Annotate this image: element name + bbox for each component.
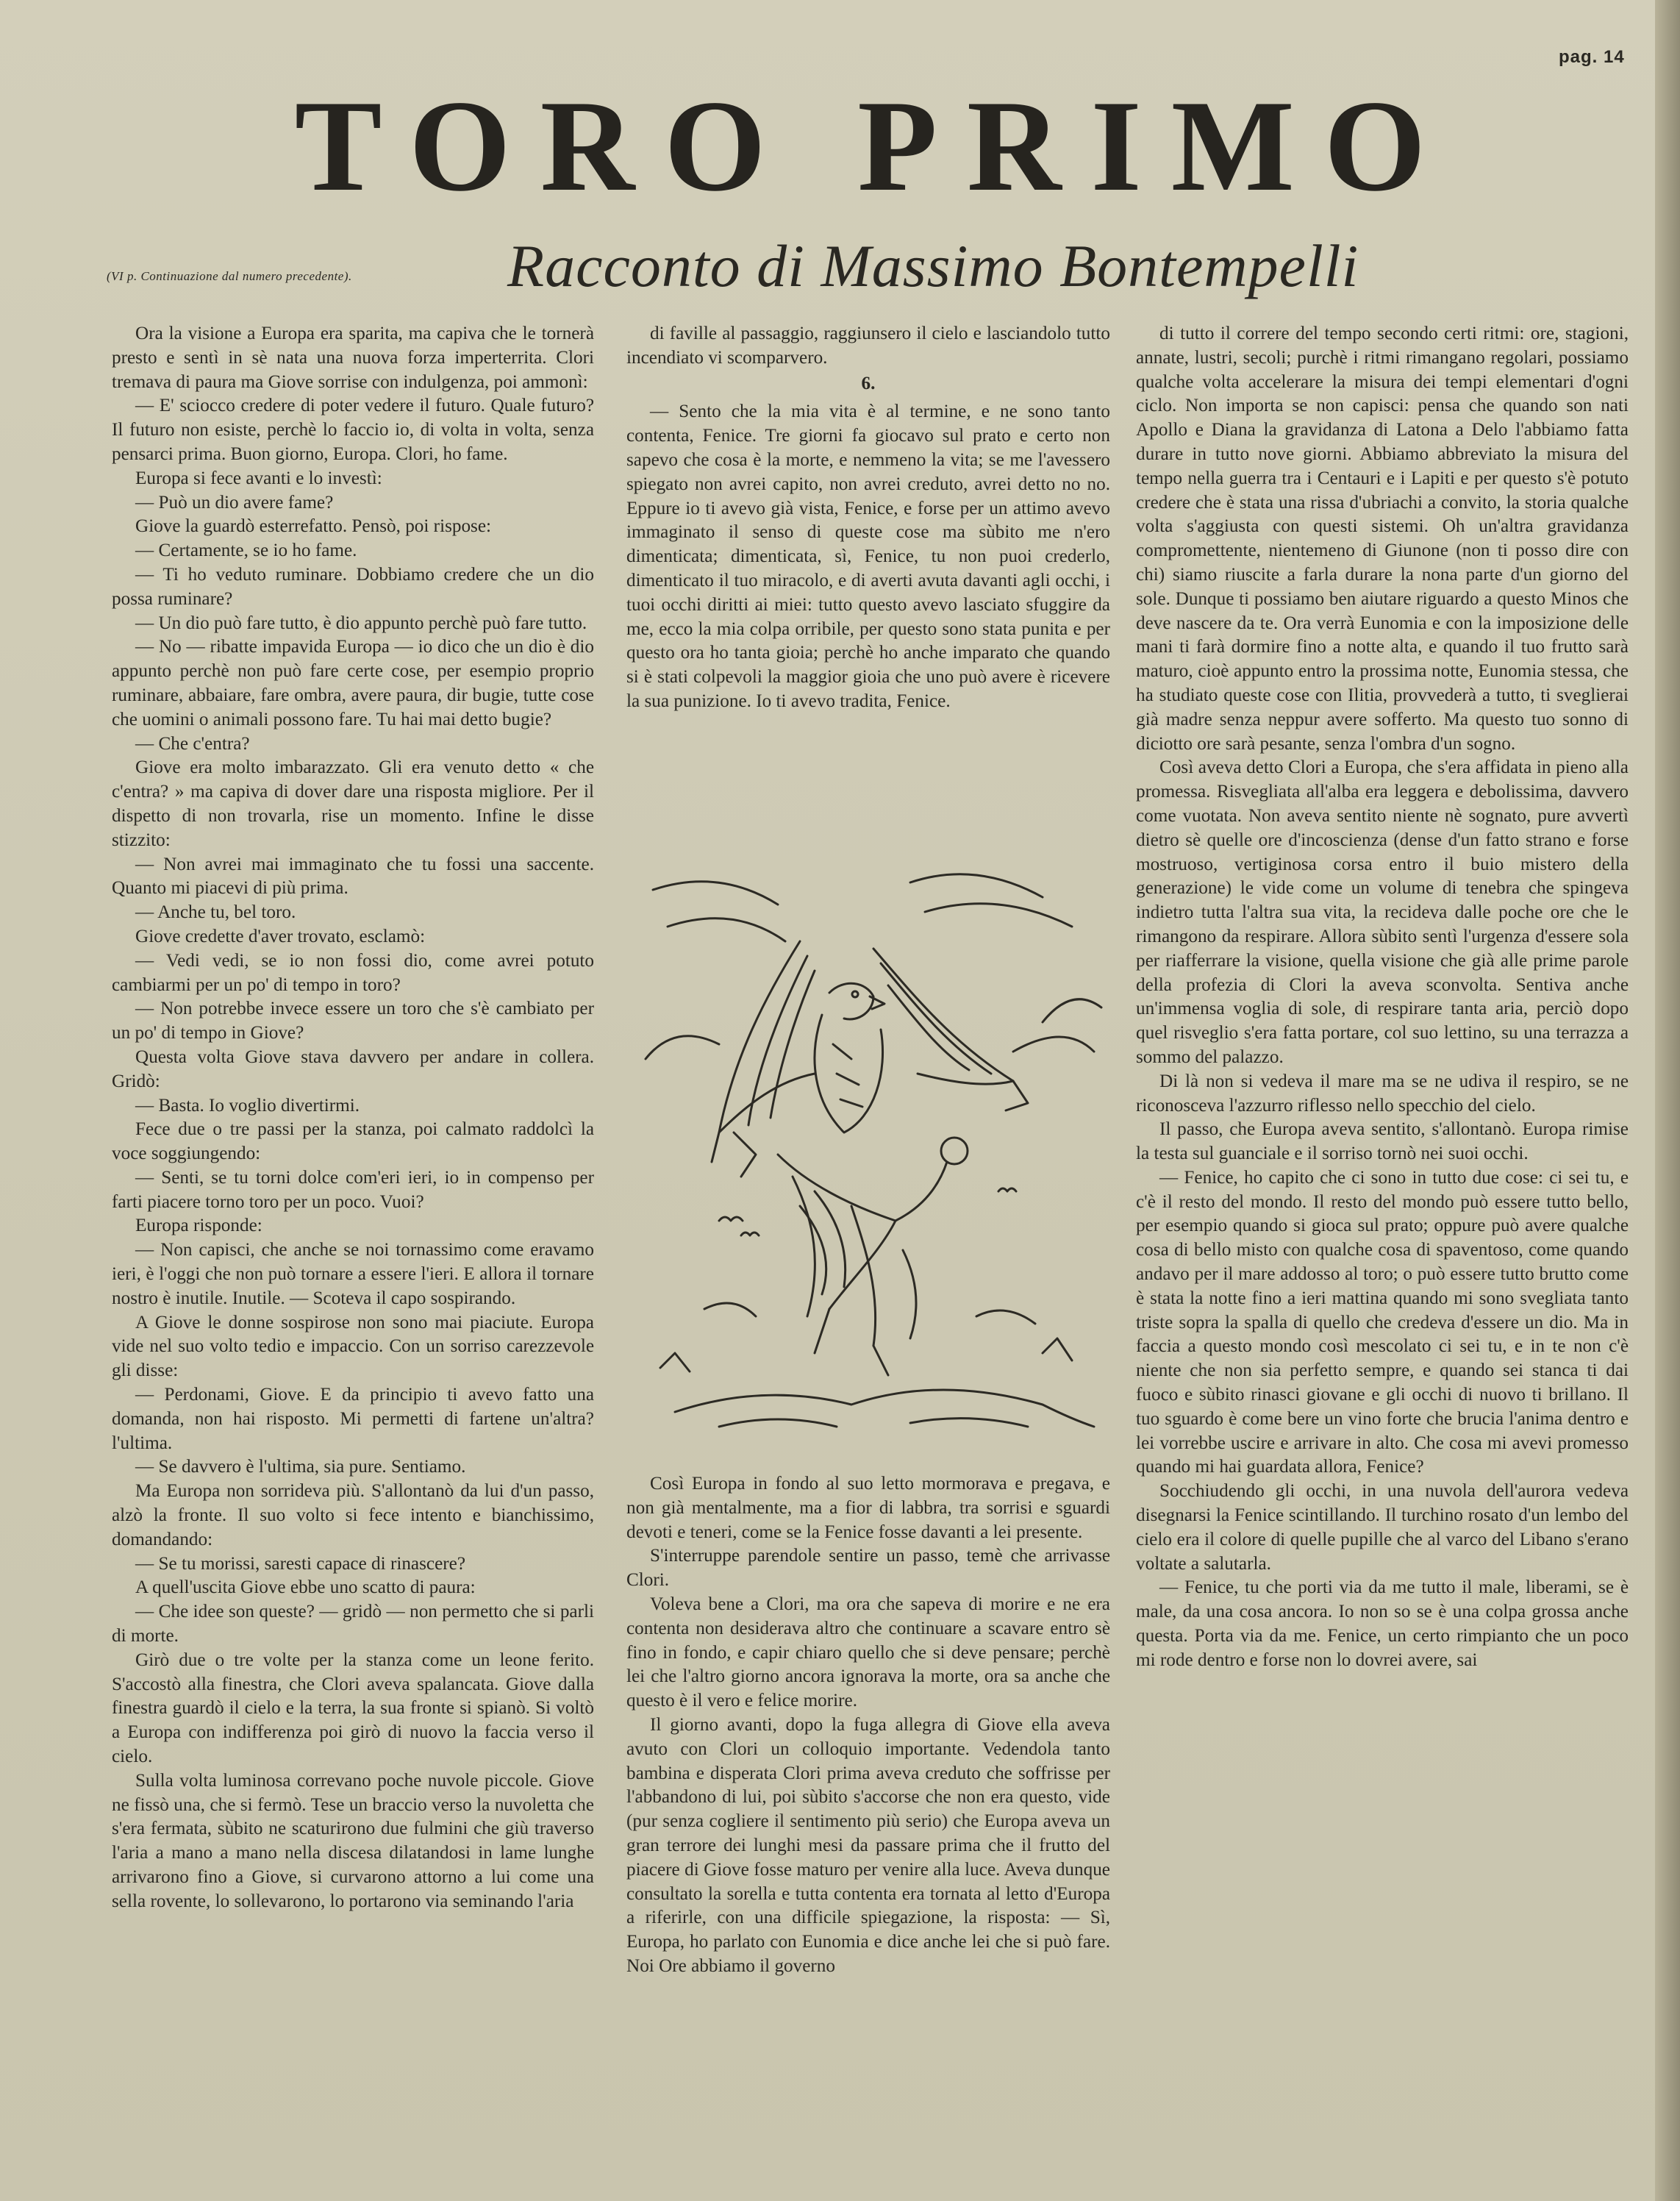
paragraph: Il passo, che Europa aveva sentito, s'allontanò. Europa rimise la testa sul guanciale e il sorriso tornò nei suoi occhi. bbox=[1136, 1119, 1629, 1164]
text-column-2-bottom bbox=[626, 1472, 1110, 2105]
paragraph: di tutto il correre del tempo secondo certi ritmi: ore, stagioni, annate, lustri, secoli; purchè i ritmi rimangano regolari, possiamo qualche volta accelerare la misura dei tempi elementari d'ogni ciclo. Non importa se non capisci: pensa che quando son nati Apollo e Diana la gravidanza di Latona a Delo l'abbiamo fatta durare in tutto nove giorni. Abbiamo abbreviato la misura del tempo nella guerra tra i Centauri e i Lapiti e per questo s'è potuto credere che è stata una rissa d'ubriachi a convito, la storia qualche volta s'aggiusta con questi sistemi. Oh un'altra gravidanza compromettente, nientemeno di Giunone (non ti posso dire con chi) siamo riuscite a farla durare la nona parte d'un giorno del sole. Dunque ti possiamo ben aiutare riguardo a questo Minos che deve nascere da te. Ora verrà Eunomia e con la imposizione delle mani ti farà dormire fino a notte alta, e quando il tuo frutto sarà maturo, cioè appunto entro la prossima notte, Eunomia stessa, che ha studiato queste cose con Ilitia, provvederà a tutto, ti sveglierai già madre senza neppur avere sofferto. Ma questo tuo sonno di diciotto ore sarà pesante, senza l'ombra d'un sogno. bbox=[1136, 324, 1629, 754]
text-column-2-top bbox=[626, 322, 1110, 822]
paragraph: — Non avrei mai immaginato che tu fossi una saccente. Quanto mi piacevi di più prima. bbox=[112, 854, 594, 899]
paragraph: Giove credette d'aver trovato, esclamò: bbox=[135, 926, 426, 946]
paragraph: — Che idee son queste? — gridò — non permetto che si parli di morte. bbox=[112, 1602, 594, 1647]
page-number: pag. 14 bbox=[1559, 47, 1625, 67]
paragraph: — Può un dio avere fame? bbox=[135, 492, 334, 513]
column-2-body bbox=[626, 1472, 1110, 1979]
paragraph: Europa si fece avanti e lo investì: bbox=[135, 468, 382, 488]
paragraph: Sulla volta luminosa correvano poche nuvole piccole. Giove ne fissò una, che si fermò. Tese un braccio verso la nuvoletta che s'era fermata, sùbito ne scaturirono due fulmini che giù traverso l'aria a mano a mano nella discesa dilatandosi in lame lunghe arrivarono fino a Giove, si curvarono attorno a lui come una sella rovente, lo sollevarono, lo portarono via seminando l'aria bbox=[112, 1770, 594, 1911]
paragraph: — Se tu morissi, saresti capace di rinascere? bbox=[135, 1553, 466, 1574]
paragraph: A Giove le donne sospirose non sono mai piaciute. Europa vide nel suo volto tedio e impaccio. Con un sorriso carezzevole gli disse: bbox=[112, 1312, 594, 1381]
continuation-note: (VI p. Continuazione dal numero precedente). bbox=[107, 269, 352, 283]
paragraph: S'interruppe parendole sentire un passo, temè che arrivasse Clori. bbox=[626, 1546, 1110, 1591]
story-byline: Racconto di Massimo Bontempelli bbox=[507, 232, 1359, 299]
paragraph: Fece due o tre passi per la stanza, poi calmato raddolcì la voce soggiungendo: bbox=[112, 1119, 594, 1164]
paragraph: — Non capisci, che anche se noi tornassimo come eravamo ieri, è l'oggi che non può tornare a essere l'ieri. E allora il tornare nostro è inutile. Inutile. — Scoteva il capo sospirando. bbox=[112, 1240, 594, 1308]
paragraph: Giove la guardò esterrefatto. Pensò, poi rispose: bbox=[135, 516, 492, 537]
paragraph: — Fenice, tu che porti via da me tutto il male, liberami, se è male, da una cosa ancora. Io non so se è una colpa grossa anche questa. Porta via da me. Fenice, un certo rimpianto che un poco mi rode dentro e forse non lo dovrei avere, sai bbox=[1136, 1577, 1629, 1670]
paragraph: — Che c'entra? bbox=[135, 733, 250, 754]
text-column-3 bbox=[1136, 322, 1629, 2109]
paragraph: — Certamente, se io ho fame. bbox=[135, 541, 357, 561]
paragraph: Girò due o tre volte per la stanza come un leone ferito. S'accostò alla finestra, che Clori aveva spalancata. Giove dalla finestra guardò il cielo e la terra, la sua fronte si spianò. Si voltò a Europa con indifferenza poi girò di nuovo la faccia verso il cielo. bbox=[112, 1649, 594, 1767]
paragraph: Ora la visione a Europa era sparita, ma capiva che le tornerà presto e sentì in sè nata una nuova forza imperterrita. Clori tremava di paura ma Giove sorrise con indulgenza, poi ammonì: bbox=[112, 324, 594, 392]
paragraph: — E' sciocco credere di poter vedere il futuro. Quale futuro? Il futuro non esiste, perchè lo faccio io, di volta in volta, senza pensarci prima. Buon giorno, Europa. Clori, ho fame. bbox=[112, 396, 594, 464]
paragraph: Giove era molto imbarazzato. Gli era venuto detto « che c'entra? » ma capiva di dover dare una risposta migliore. Per il dispetto di non trovarla, rise un momento. Infine le disse stizzito: bbox=[112, 757, 594, 850]
paragraph: — Un dio può fare tutto, è dio appunto perchè può fare tutto. bbox=[135, 613, 587, 633]
paragraph: — Ti ho veduto ruminare. Dobbiamo credere che un dio possa ruminare? bbox=[112, 564, 594, 609]
paragraph: Ma Europa non sorrideva più. S'allontanò da lui d'un passo, alzò la fronte. Il suo volto si fece intento e bianchissimo, domandando: bbox=[112, 1481, 594, 1549]
paragraph: Questa volta Giove stava davvero per andare in collera. Gridò: bbox=[112, 1046, 594, 1091]
column-1-body bbox=[112, 322, 594, 1914]
paragraph: Voleva bene a Clori, ma ora che sapeva di morire e ne era contenta non desiderava altro che continuare a scavare entro sè fino in fondo, e capir chiaro quello che si deve pensare; perchè lei che l'altro giorno ancora ignorava la morte, ora sa anche che questo è il vero e felice morire. bbox=[626, 1594, 1110, 1711]
page-edge bbox=[1655, 0, 1680, 2201]
paragraph: Il giorno avanti, dopo la fuga allegra di Giove ella aveva avuto con Clori un colloquio importante. Vedendola tanto bambina e disperata Clori prima aveva creduto che soffrisse per l'abbandono di lui, poi sùbito s'accorse che non era questo, vide (pur senza cogliere il sentimento più serio) che Europa aveva un gran terrore dei lunghi mesi da passare prima che il frutto del piacere di Giove fosse maturo per venire alla luce. Aveva dunque consultato la sorella e tutta contenta era tornata al letto d'Europa a riferirle, con una difficile spiegazione, la risposta: — Sì, Europa, ho parlato con Eunomia e dice anche lei che si può fare. Noi Ore abbiamo il governo bbox=[626, 1714, 1110, 1976]
paragraph: Europa risponde: bbox=[135, 1216, 262, 1236]
column-3-body bbox=[1136, 322, 1629, 1673]
story-title: TORO PRIMO bbox=[294, 73, 1456, 218]
paragraph: — Anche tu, bel toro. bbox=[135, 902, 296, 923]
paragraph: — No — ribatte impavida Europa — io dico che un dio è dio appunto perchè non può fare certe cose, per esempio proprio ruminare, abbaiare, fare ombra, avere paura, dir bugie, tutte cose che uomini o animali possono fare. Tu hai mai detto bugie? bbox=[112, 637, 594, 729]
paragraph: A quell'uscita Giove ebbe uno scatto di paura: bbox=[135, 1577, 476, 1598]
column-2-paragraph: — Sento che la mia vita è al termine, e ne sono tanto contenta, Fenice. Tre giorni fa giocavo sul prato e certo non sapevo che cosa è la morte, e nemmeno la vita; se me l'avessero spiegato non avrei capito, non avrei creduto, avrei detto no no. Eppure io ti avevo già vista, Fenice, e forse per un attimo avevo immaginato il senso di queste cose ma sùbito me n'ero dimenticata; dimenticata, sì, Fenice, tu non puoi crederlo, dimenticato il tuo miracolo, e di averti avuta davanti agli occhi, i tuoi occhi diritti ai miei: tutto questo avevo lasciato sfuggire da me, ecco la mia colpa orribile, per questo sono stata punita e per questo ora ho tanta gioia; perchè ho anche imparato che quando si è stati colpevoli la maggior gioia che uno può avere è ricevere la sua punizione. Io ti avevo tradita, Fenice. bbox=[626, 402, 1110, 711]
paragraph: Socchiudendo gli occhi, in una nuvola dell'aurora vedeva disegnarsi la Fenice scintillando. Il turchino rosato d'un lembo del cielo era il colore di quelle pupille che al varco del Libano s'erano voltate a salutarla. bbox=[1136, 1481, 1629, 1574]
paragraph: — Senti, se tu torni dolce com'eri ieri, io in compenso per farti piacere torno toro per un poco. Vuoi? bbox=[112, 1167, 594, 1212]
paragraph: — Perdonami, Giove. E da principio ti avevo fatto una domanda, non hai risposto. Mi permetti di fartene un'altra? l'ultima. bbox=[112, 1385, 594, 1453]
paragraph: — Vedi vedi, se io non fossi dio, come avrei potuto cambiarmi per un po' di tempo in toro? bbox=[112, 950, 594, 995]
paragraph: — Non potrebbe invece essere un toro che s'è cambiato per un po' di tempo in Giove? bbox=[112, 999, 594, 1044]
paragraph: — Basta. Io voglio divertirmi. bbox=[135, 1095, 360, 1116]
paragraph: Così Europa in fondo al suo letto mormorava e pregava, e non già mentalmente, ma a fior di labbra, tra sorrisi e sguardi devoti e teneri, come se la Fenice fosse davanti a lei presente. bbox=[626, 1474, 1110, 1542]
text-column-1 bbox=[112, 322, 594, 2102]
section-number: 6. bbox=[861, 373, 876, 393]
paragraph: Di là non si vedeva il mare ma se ne udiva il respiro, se ne riconosceva l'azzurro riflesso nello specchio del cielo. bbox=[1136, 1071, 1629, 1116]
column-2-paragraph: di faville al passaggio, raggiunsero il cielo e lasciandolo tutto incendiato vi scomparvero. bbox=[626, 324, 1110, 368]
eagle-and-figure-icon bbox=[631, 838, 1109, 1456]
paragraph: — Fenice, ho capito che ci sono in tutto due cose: ci sei tu, e c'è il resto del mondo. Il resto del mondo può essere tutto bello, per esempio quando si gioca sul prato; oppure può avere qualche cosa di bello misto con qualche cosa di spaventoso, come quando andavo per il mare addosso al toro; o può essere tutto brutto come è stata la notte fino a ieri mattina quando mi sono svegliata tanto triste sopra la spalla di quello che credeva d'essere un dio. Ma in faccia a questo mondo così mescolato ci sei tu, e in te non c'è niente che non sia perfetto sempre, e quando sei stanca ti dai fuoco e sùbito rinasci giovane e gli occhi di nuovo ti brillano. Il tuo sguardo è come bere un vino forte che brucia l'anima dentro e lei vorrebbe uscire e arrivare in alto. Che cosa mi avevi promesso quando mi hai guardata allora, Fenice? bbox=[1136, 1167, 1629, 1477]
paragraph: Così aveva detto Clori a Europa, che s'era affidata in pieno alla promessa. Risvegliata all'alba era leggera e debolissima, davvero come vuotata. Non aveva sentito niente nè sognato, pure avvertì dietro sè quelle ore d'incoscienza (dense d'un fatto strano e forse mostruoso, vertiginosa corsa entro il buio mistero della generazione) le vide come un volume di tenebra che spingeva indietro tutta l'altra sua vita, la recideva dalle poche ore che le rimangono da respirare. Allora sùbito sentì l'urgenza d'essere sola per riafferrare la visione, quella visione che già alle prime parole della profezia di Clori la aveva sconvolta. Sentiva anche un'immensa voglia di sole, di respirare tanta aria, perciò dopo quel risveglio s'era fatta portare, col suo lettino, su una terrazza a sommo del palazzo. bbox=[1136, 757, 1629, 1067]
paragraph: — Se davvero è l'ultima, sia pure. Sentiamo. bbox=[135, 1457, 466, 1477]
